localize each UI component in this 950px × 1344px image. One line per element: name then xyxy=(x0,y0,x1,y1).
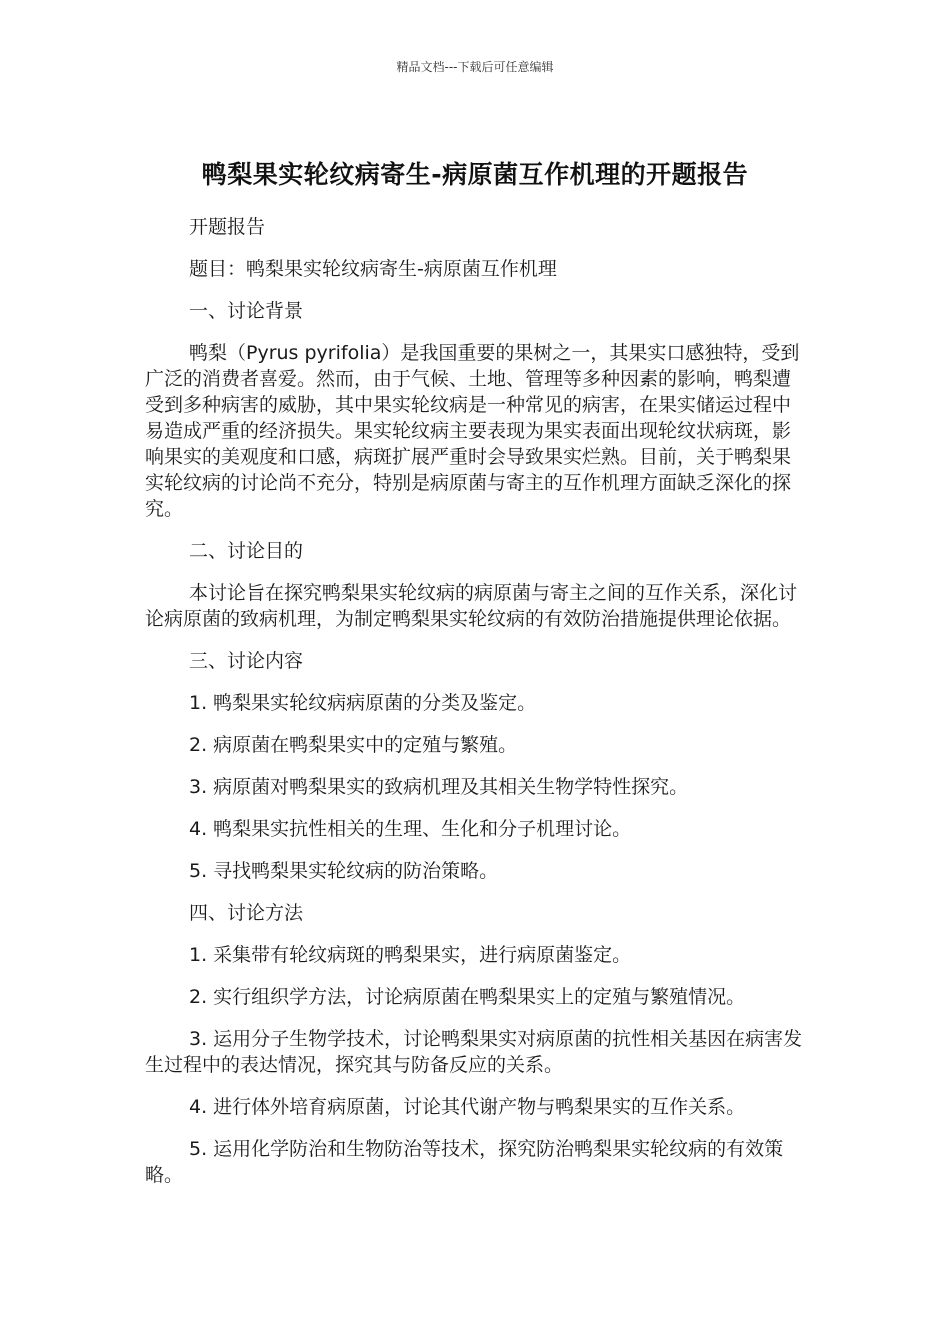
section-heading-background: 一、讨论背景 xyxy=(189,300,304,322)
list-item-method-1: 1. 采集带有轮纹病斑的鸭梨果实，进行病原菌鉴定。 xyxy=(189,944,632,966)
paragraph-report-label: 开题报告 xyxy=(189,216,266,238)
list-item-content-5: 5. 寻找鸭梨果实轮纹病的防治策略。 xyxy=(189,860,499,882)
list-item-method-5: 5. 运用化学防治和生物防治等技术，探究防治鸭梨果实轮纹病的有效策略。 xyxy=(145,1138,784,1186)
header-note: 精品文档---下载后可任意编辑 xyxy=(396,60,554,74)
paragraph-topic: 题目：鸭梨果实轮纹病寄生-病原菌互作机理 xyxy=(189,258,557,280)
section-heading-content: 三、讨论内容 xyxy=(189,650,304,672)
document-body xyxy=(145,214,807,1204)
section-heading-purpose: 二、讨论目的 xyxy=(189,540,304,562)
list-item-content-1: 1. 鸭梨果实轮纹病病原菌的分类及鉴定。 xyxy=(189,692,537,714)
list-item-method-3: 3. 运用分子生物学技术，讨论鸭梨果实对病原菌的抗性相关基因在病害发生过程中的表达情况，探究其与防备反应的关系。 xyxy=(145,1028,803,1076)
list-item-method-4: 4. 进行体外培育病原菌，讨论其代谢产物与鸭梨果实的互作关系。 xyxy=(189,1096,746,1118)
paragraph-purpose: 本讨论旨在探究鸭梨果实轮纹病的病原菌与寄主之间的互作关系，深化讨论病原菌的致病机理，为制定鸭梨果实轮纹病的有效防治措施提供理论依据。 xyxy=(145,582,798,630)
list-item-content-2: 2. 病原菌在鸭梨果实中的定殖与繁殖。 xyxy=(189,734,518,756)
list-item-method-2: 2. 实行组织学方法，讨论病原菌在鸭梨果实上的定殖与繁殖情况。 xyxy=(189,986,746,1008)
list-item-content-3: 3. 病原菌对鸭梨果实的致病机理及其相关生物学特性探究。 xyxy=(189,776,689,798)
document-title: 鸭梨果实轮纹病寄生-病原菌互作机理的开题报告 xyxy=(201,159,749,189)
section-heading-methods: 四、讨论方法 xyxy=(189,902,304,924)
paragraph-background: 鸭梨（Pyrus pyrifolia）是我国重要的果树之一，其果实口感独特，受到广泛的消费者喜爱。然而，由于气候、土地、管理等多种因素的影响，鸭梨遭受到多种病害的威胁，其中果实轮纹病是一种常见的病害，在果实储运过程中易造成严重的经济损失。果实轮纹病主要表现为果实表面出现轮纹状病斑，影响果实的美观度和口感，病斑扩展严重时会导致果实烂熟。目前，关于鸭梨果实轮纹病的讨论尚不充分，特别是病原菌与寄主的互作机理方面缺乏深化的探究。 xyxy=(145,342,800,520)
list-item-content-4: 4. 鸭梨果实抗性相关的生理、生化和分子机理讨论。 xyxy=(189,818,632,840)
